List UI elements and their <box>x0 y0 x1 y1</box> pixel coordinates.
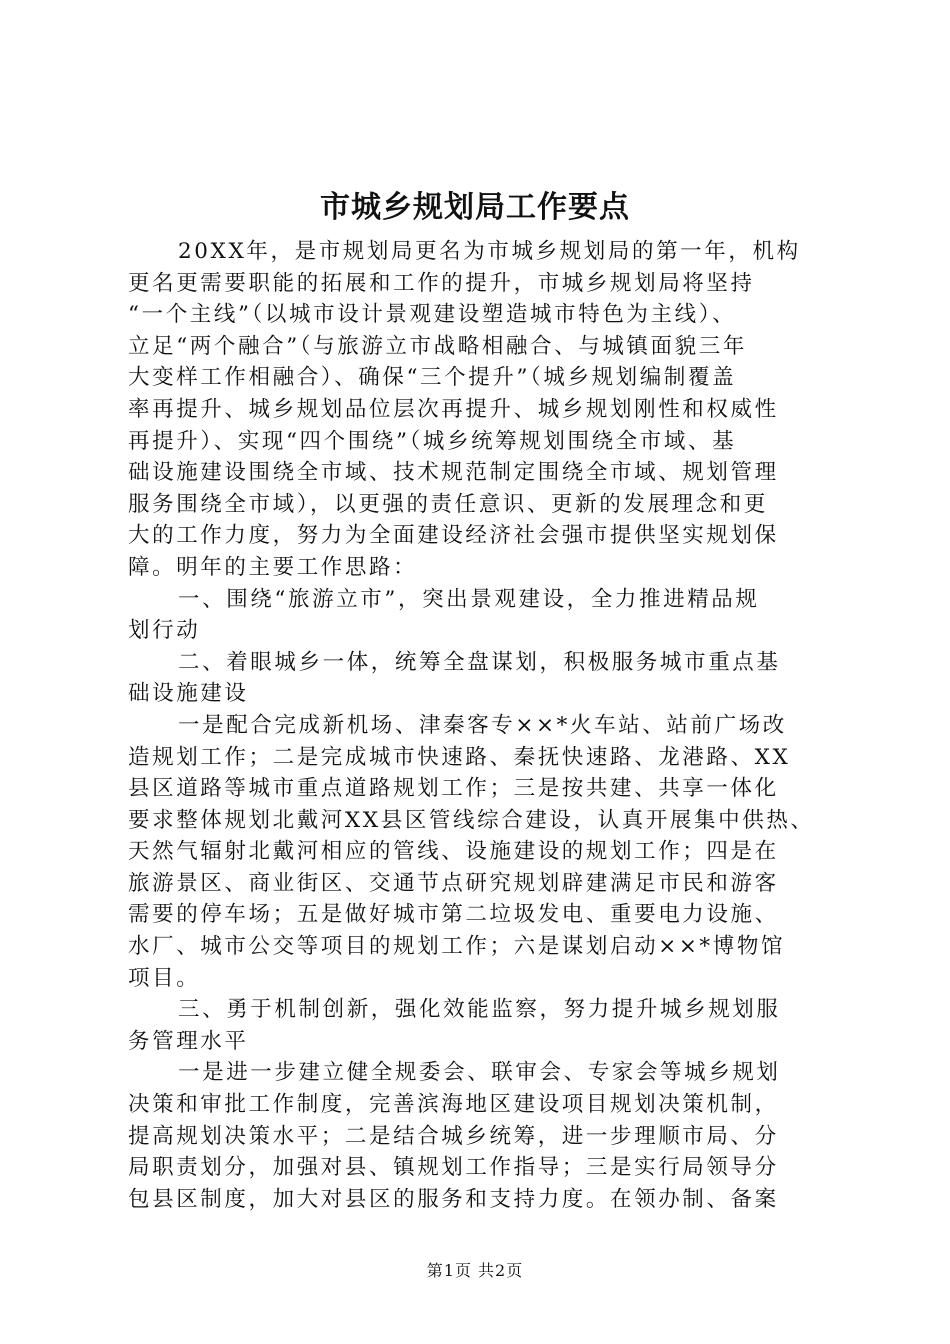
document-title: 市城乡规划局工作要点 <box>320 190 630 225</box>
body-line-23: 水厂、城市公交等项目的规划工作；六是谋划启动××*博物馆 <box>128 934 786 960</box>
body-line-10: 大的工作力度，努力为全面建设经济社会强市提供坚实规划保 <box>128 523 779 549</box>
body-line-17: 造规划工作；二是完成城市快速路、秦抚快速路、龙港路、XX <box>128 744 791 770</box>
body-line-22: 需要的停车场；五是做好城市第二垃圾发电、重要电力设施、 <box>128 902 779 928</box>
body-line-27: 一是进一步建立健全规委会、联审会、专家会等城乡规划 <box>178 1060 781 1086</box>
section-heading-1: 一、围绕“旅游立市”，突出景观建设，全力推进精品规 <box>178 586 760 612</box>
body-line-24: 项目。 <box>128 965 201 991</box>
body-line-3: “一个主线”（以城市设计景观建设塑造城市特色为主线）、 <box>128 302 737 328</box>
page-footer: 第1页 共2页 <box>426 1261 524 1280</box>
body-line-2: 更名更需要职能的拓展和工作的提升，市城乡规划局将坚持 <box>128 270 755 296</box>
body-line-9: 服务围绕全市域），以更强的责任意识、更新的发展理念和更 <box>128 491 768 517</box>
section-heading-3: 三、勇于机制创新，强化效能监察，努力提升城乡规划服 <box>178 997 781 1023</box>
section-heading-2-cont: 础设施建设 <box>128 681 249 707</box>
body-line-21: 旅游景区、商业街区、交通节点研究规划辟建满足市民和游客 <box>128 870 779 896</box>
body-line-19: 要求整体规划北戴河XX县区管线综合建设，认真开展集中供热、 <box>128 807 815 833</box>
body-line-29: 提高规划决策水平；二是结合城乡统筹，进一步理顺市局、分 <box>128 1123 779 1149</box>
body-line-1: 20XX年，是市规划局更名为市城乡规划局的第一年，机构 <box>178 239 801 264</box>
body-line-18: 县区道路等城市重点道路规划工作；三是按共建、共享一体化 <box>128 776 779 802</box>
section-heading-1-cont: 划行动 <box>128 618 201 644</box>
body-line-4: 立足“两个融合”（与旅游立市战略相融合、与城镇面貌三年 <box>128 333 747 359</box>
body-line-28: 决策和审批工作制度，完善滨海地区建设项目规划决策机制， <box>128 1092 779 1118</box>
body-line-20: 天然气辐射北戴河相应的管线、设施建设的规划工作；四是在 <box>128 839 779 865</box>
body-line-31: 包县区制度，加大对县区的服务和支持力度。在领办制、备案 <box>128 1186 779 1212</box>
body-line-6: 率再提升、城乡规划品位层次再提升、城乡规划刚性和权威性 <box>128 396 779 422</box>
body-line-16: 一是配合完成新机场、津秦客专××*火车站、站前广场改 <box>178 712 787 738</box>
body-line-11: 障。明年的主要工作思路： <box>128 554 418 580</box>
body-line-8: 础设施建设围绕全市域、技术规范制定围绕全市域、规划管理 <box>128 460 779 486</box>
body-line-5: 大变样工作相融合）、确保“三个提升”（城乡规划编制覆盖 <box>128 365 737 391</box>
section-heading-2: 二、着眼城乡一体，统筹全盘谋划，积极服务城市重点基 <box>178 649 781 675</box>
section-heading-3-cont: 务管理水平 <box>128 1028 249 1054</box>
document-body <box>128 236 828 1215</box>
body-line-30: 局职责划分，加强对县、镇规划工作指导；三是实行局领导分 <box>128 1155 779 1181</box>
body-line-7: 再提升）、实现“四个围绕”（城乡统筹规划围绕全市域、基 <box>128 428 737 454</box>
